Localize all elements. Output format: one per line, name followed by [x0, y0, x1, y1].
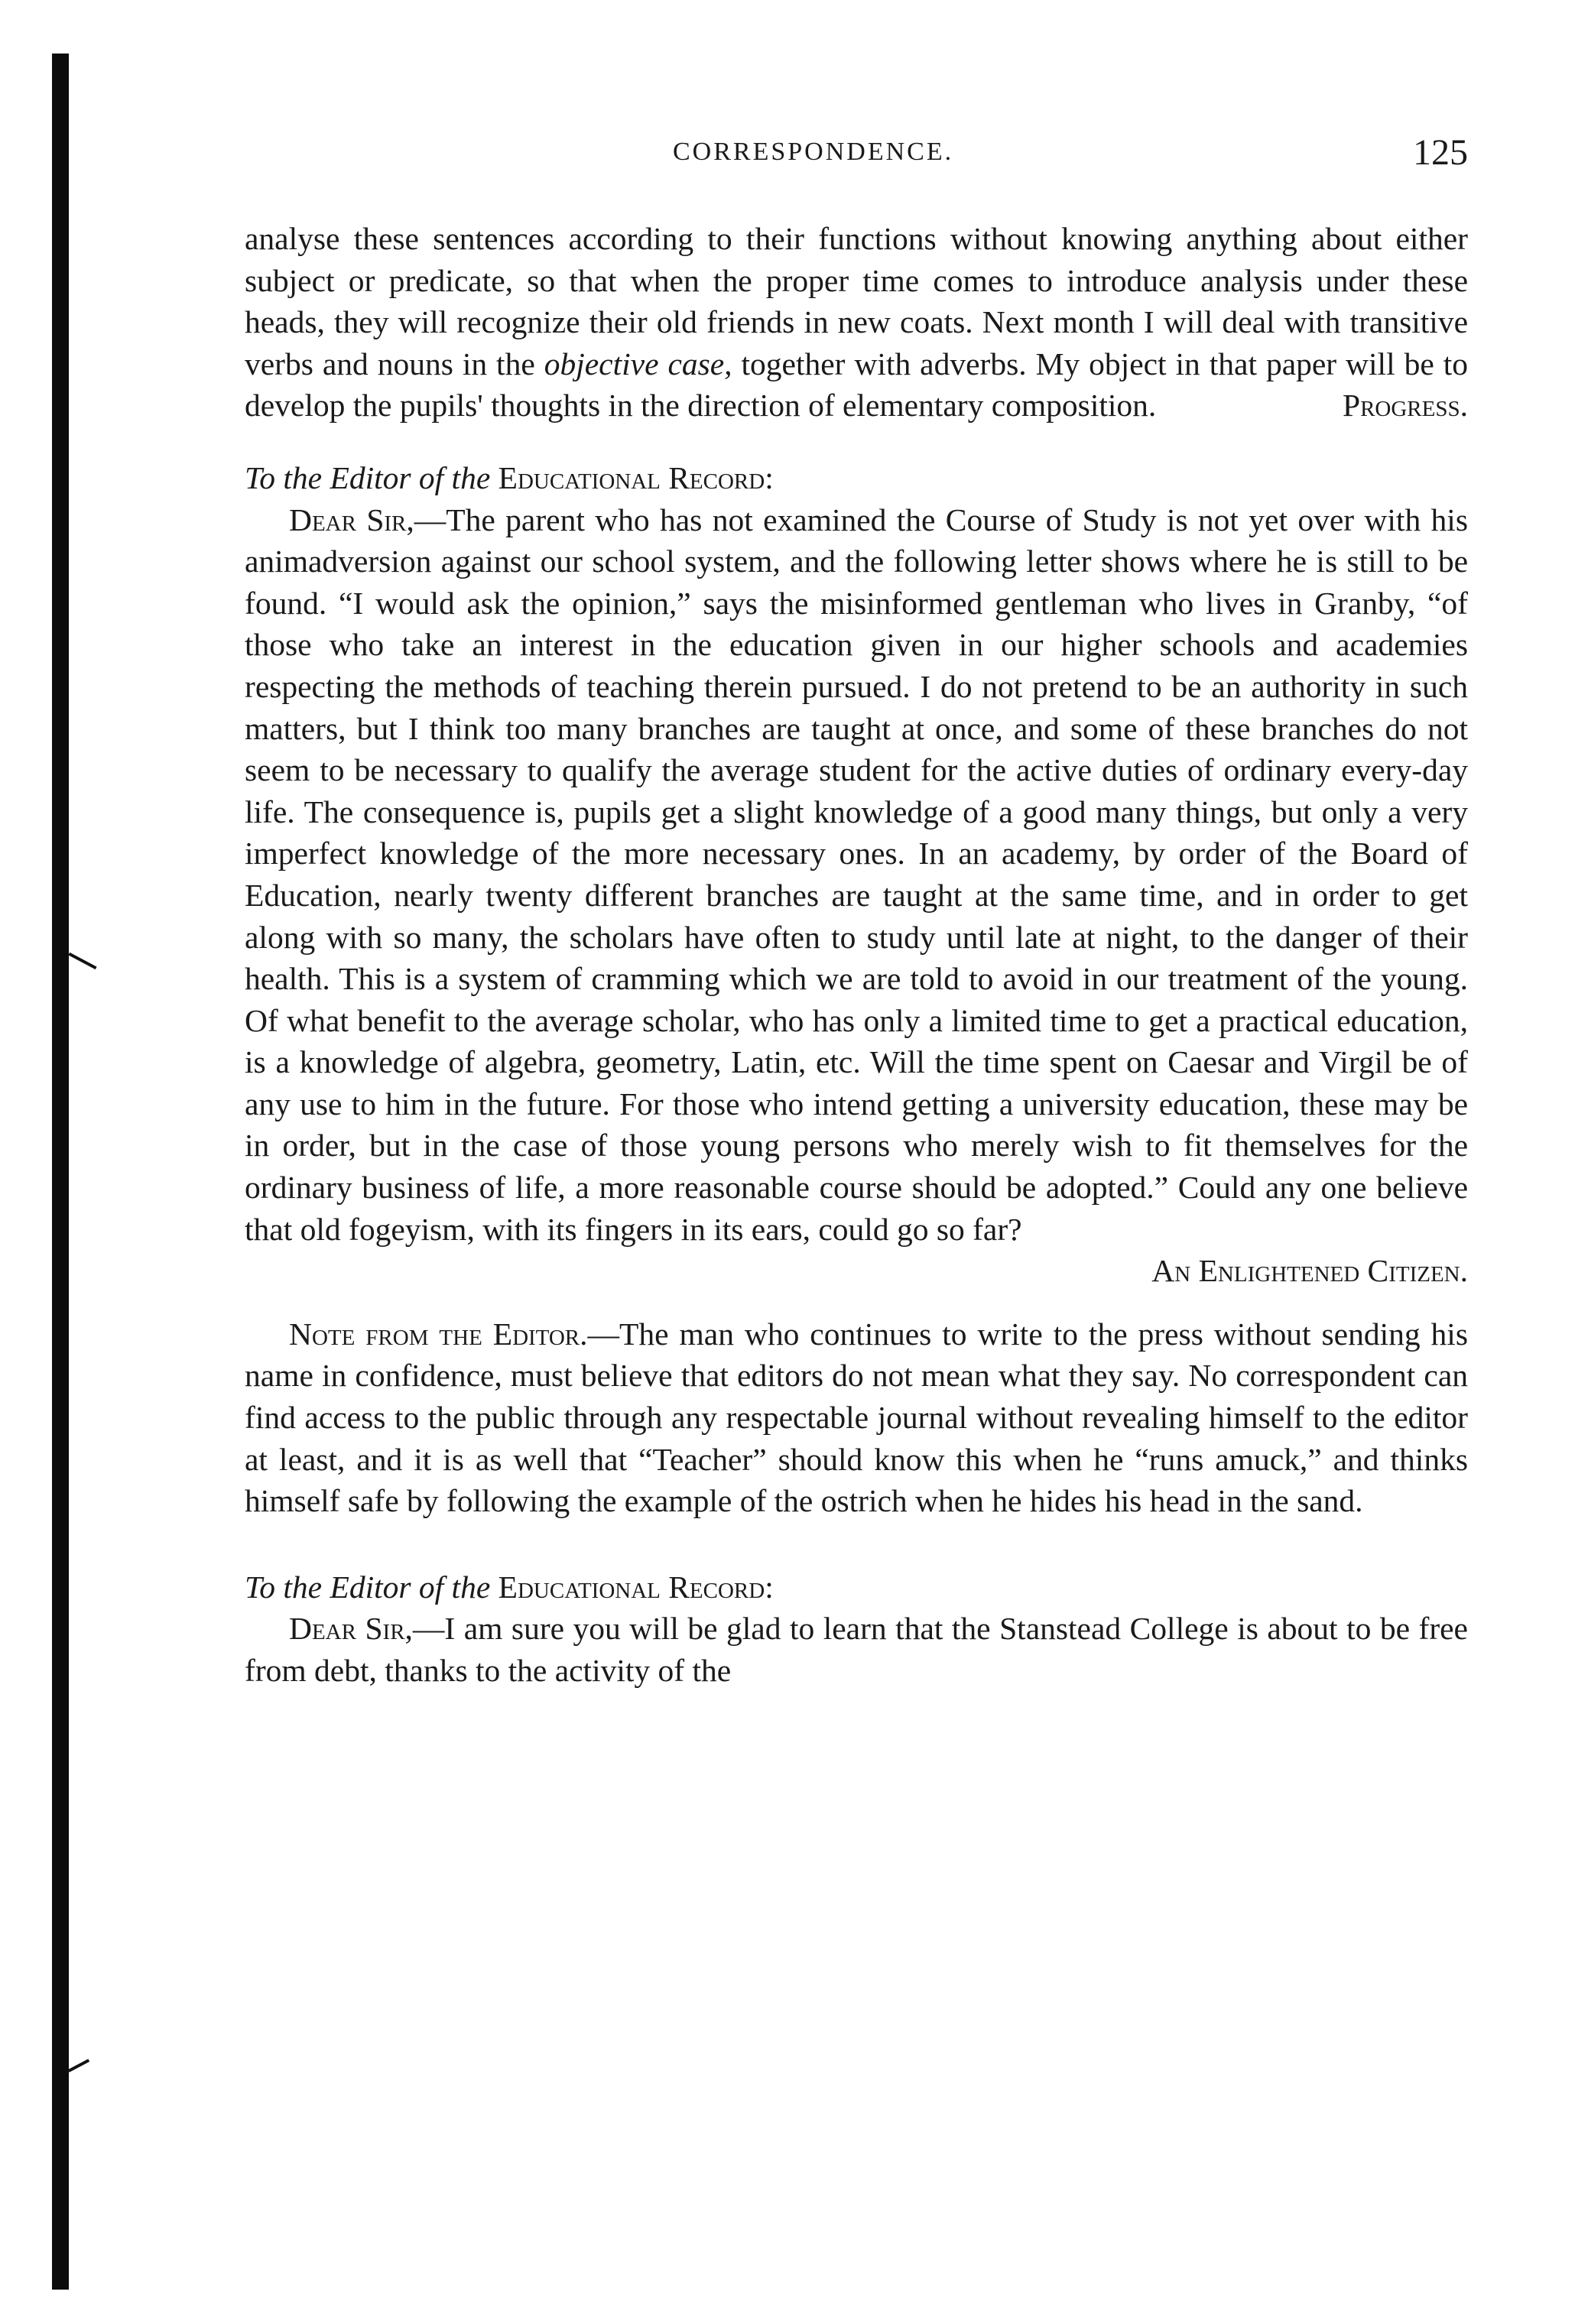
page-number: 125 [1413, 132, 1468, 173]
page-header [245, 131, 1468, 177]
running-head: CORRESPONDENCE. [673, 138, 954, 166]
binding-notch [68, 953, 96, 969]
salutation: Dear Sir, [289, 1611, 413, 1647]
letter-body: Dear Sir,—I am sure you will be glad to learn that the Stanstead College is about to be free from debt, thanks to the activity of the [245, 1611, 1468, 1688]
letter-heading: To the Editor of the Educational Record: [245, 459, 774, 495]
binding-notch [68, 2059, 89, 2072]
page-body [245, 218, 1468, 1692]
signature-progress: Progress. [1343, 388, 1468, 424]
letter-signature: An Enlightened Citizen. [1151, 1253, 1468, 1289]
editor-note: Note from the Editor.—The man who continues to write to the press without sending his name in confidence, must believe that editors do not mean what they say. No correspondent can find access to the public through any respectable journal without revealing himself to the editor at least, and it is as well that “Teacher” should know this when he “runs amuck,” and thinks himself safe by following the example of the ostrich when he hides his head in the sand. [245, 1316, 1468, 1519]
letter-heading: To the Editor of the Educational Record: [245, 1569, 774, 1605]
note-label: Note from the Editor. [289, 1316, 588, 1352]
letter-body: Dear Sir,—The parent who has not examined the Course of Study is not yet over with his animadversion against our school system, and the following letter shows where he is still to be found. “I would ask the opinion,” says the misinformed gentleman who lives in Granby, “of those who take an interest in the education given in our higher schools and academies respecting the methods of teaching therein pursued. I do not pretend to be an authority in such matters, but I think too many branches are taught at once, and some of these branches do not seem to be necessary to qualify the average student for the active duties of ordinary every-day life. The consequence is, pupils get a slight knowledge of a good many things, but only a very imperfect knowledge of the more necessary ones. In an academy, by order of the Board of Education, nearly twenty different branches are taught at the same time, and in order to get along with so many, the scholars have often to study until late at night, to the danger of their health. This is a system of cramming which we are told to avoid in our treatment of the young. Of what benefit to the average scholar, who has only a limited time to get a practical education, is a knowledge of algebra, geometry, Latin, etc. Will the time spent on Caesar and Virgil be of any use to him in the future. For those who intend getting a university education, these may be in order, but in the case of those young persons who merely wish to fit themselves for the ordinary business of life, a more reasonable course should be adopted.” Could any one believe that old fogeyism, with its fingers in its ears, could go so far? [245, 501, 1468, 1247]
paragraph-continuation: analyse these sentences according to their functions without knowing anything about either subject or predicate, so that when the proper time comes to introduce analysis under these heads, they will recognize their old friends in new coats. Next month I will deal with transitive verbs and nouns in the objective case, together with adverbs. My object in that paper will be to develop the pupils' thoughts in the direction of elementary composition. Progress. [245, 218, 1468, 427]
salutation: Dear Sir, [289, 501, 414, 537]
page-binding-edge [52, 54, 69, 2290]
